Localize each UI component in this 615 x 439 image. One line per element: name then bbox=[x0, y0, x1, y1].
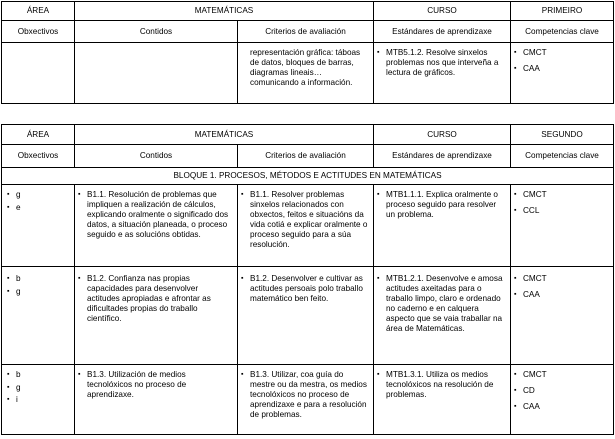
contidos-cell bbox=[75, 185, 238, 267]
competencia-item: ▪ CMCT bbox=[523, 190, 613, 200]
area-label: ÁREA bbox=[2, 2, 75, 21]
criterio-cell bbox=[238, 267, 374, 365]
contidos-cell bbox=[75, 43, 238, 104]
table-row bbox=[2, 185, 614, 267]
column-header-obxectivos: Obxectivos bbox=[2, 21, 75, 43]
obxectivos-cell bbox=[2, 43, 75, 104]
contido-text: ▪ B1.2. Confianza nas propias capacidades para desenvolver actitudes apropiadas e afrontar as dificultades propias do traballo científico. bbox=[87, 274, 233, 324]
subject-title: MATEMÁTICAS bbox=[75, 125, 374, 145]
criterio-text: ▪ B1.2. Desenvolver e cultivar as actitudes persoais polo traballo matemático ben feito. bbox=[250, 274, 369, 304]
competencia-item: ▪ CD bbox=[523, 386, 613, 396]
column-header-criterios: Criterios de avaliación bbox=[238, 145, 374, 168]
column-header-competencias: Competencias clave bbox=[511, 145, 614, 168]
contidos-cell bbox=[75, 365, 238, 435]
table-row bbox=[2, 43, 614, 104]
competencia-item: ▪ CMCT bbox=[523, 370, 613, 380]
criterio-text: ▪ B1.1. Resolver problemas sinxelos relacionados con obxectos, feitos e situacións da vida cotiá e explicar oralmente o proceso seguido para a súa resolución. bbox=[250, 190, 369, 250]
criterio-cell bbox=[238, 185, 374, 267]
column-header-criterios: Criterios de avaliación bbox=[238, 21, 374, 43]
estandar-cell bbox=[374, 43, 511, 104]
obxectivos-cell bbox=[2, 365, 75, 435]
contidos-cell bbox=[75, 267, 238, 365]
column-header-estandares: Estándares de aprendizaxe bbox=[374, 145, 511, 168]
competencias-cell bbox=[511, 365, 614, 435]
table-row bbox=[2, 267, 614, 365]
obxectivo-item: ▪ g bbox=[16, 190, 74, 200]
obxectivo-item: ▪ g bbox=[16, 287, 74, 297]
column-header-contidos: Contidos bbox=[75, 145, 238, 168]
contido-text: ▪ B1.1. Resolución de problemas que impliquen a realización de cálculos, explicando oralmente o significado dos datos, a situación planeada, o proceso seguido e as solucións obtidas. bbox=[87, 190, 233, 240]
obxectivos-cell bbox=[2, 267, 75, 365]
estandar-text: ▪ MTB5.1.2. Resolve sinxelos problemas nos que interveña a lectura de gráficos. bbox=[386, 48, 506, 78]
obxectivo-item: ▪ e bbox=[16, 203, 74, 213]
curso-label: CURSO bbox=[374, 2, 511, 21]
course-value: PRIMEIRO bbox=[511, 2, 614, 21]
competencias-cell bbox=[511, 185, 614, 267]
column-header-obxectivos: Obxectivos bbox=[2, 145, 75, 168]
obxectivo-item: ▪ b bbox=[16, 370, 74, 380]
column-header-contidos: Contidos bbox=[75, 21, 238, 43]
criterio-cell: representación gráfica: táboas de datos, bloques de barras, diagramas lineais… comunicando a información. bbox=[238, 43, 374, 104]
competencias-cell bbox=[511, 267, 614, 365]
estandar-cell bbox=[374, 365, 511, 435]
table-row bbox=[2, 365, 614, 435]
curso-label: CURSO bbox=[374, 125, 511, 145]
estandar-cell bbox=[374, 267, 511, 365]
obxectivo-item: ▪ b bbox=[16, 274, 74, 284]
competencia-item: ▪ CCL bbox=[523, 206, 613, 216]
competencia-item: ▪ CAA bbox=[523, 290, 613, 300]
curriculum-table-primeiro bbox=[1, 1, 614, 104]
obxectivo-item: ▪ i bbox=[16, 395, 74, 405]
area-label: ÁREA bbox=[2, 125, 75, 145]
block-title: BLOQUE 1. PROCESOS, MÉTODOS E ACTITUDES EN MATEMÁTICAS bbox=[2, 168, 614, 185]
subject-title: MATEMÁTICAS bbox=[75, 2, 374, 21]
estandar-text: ▪ MTB1.2.1. Desenvolve e amosa actitudes axeitadas para o traballo limpo, claro e ordenado no caderno e en calquera aspecto que se vaia traballar na área de Matemáticas. bbox=[386, 274, 506, 334]
estandar-text: ▪ MTB1.1.1. Explica oralmente o proceso seguido para resolver un problema. bbox=[386, 190, 506, 220]
criterio-text: ▪ B1.3. Utilizar, coa guía do mestre ou da mestra, os medios tecnolóxicos no proceso de aprendizaxe e para a resolución de problemas. bbox=[250, 370, 369, 420]
estandar-cell bbox=[374, 185, 511, 267]
competencia-item: ▪ CAA bbox=[523, 64, 613, 74]
obxectivo-item: ▪ g bbox=[16, 383, 74, 393]
competencias-cell bbox=[511, 43, 614, 104]
course-value: SEGUNDO bbox=[511, 125, 614, 145]
contido-text: ▪ B1.3. Utilización de medios tecnolóxicos no proceso de aprendizaxe. bbox=[87, 370, 233, 400]
competencia-item: ▪ CAA bbox=[523, 402, 613, 412]
competencia-item: ▪ CMCT bbox=[523, 48, 613, 58]
obxectivos-cell bbox=[2, 185, 75, 267]
criterio-cell bbox=[238, 365, 374, 435]
column-header-competencias: Competencias clave bbox=[511, 21, 614, 43]
competencia-item: ▪ CMCT bbox=[523, 274, 613, 284]
column-header-estandares: Estándares de aprendizaxe bbox=[374, 21, 511, 43]
estandar-text: ▪ MTB1.3.1. Utiliza os medios tecnolóxicos na resolución de problemas. bbox=[386, 370, 506, 400]
curriculum-table-segundo bbox=[1, 124, 614, 435]
